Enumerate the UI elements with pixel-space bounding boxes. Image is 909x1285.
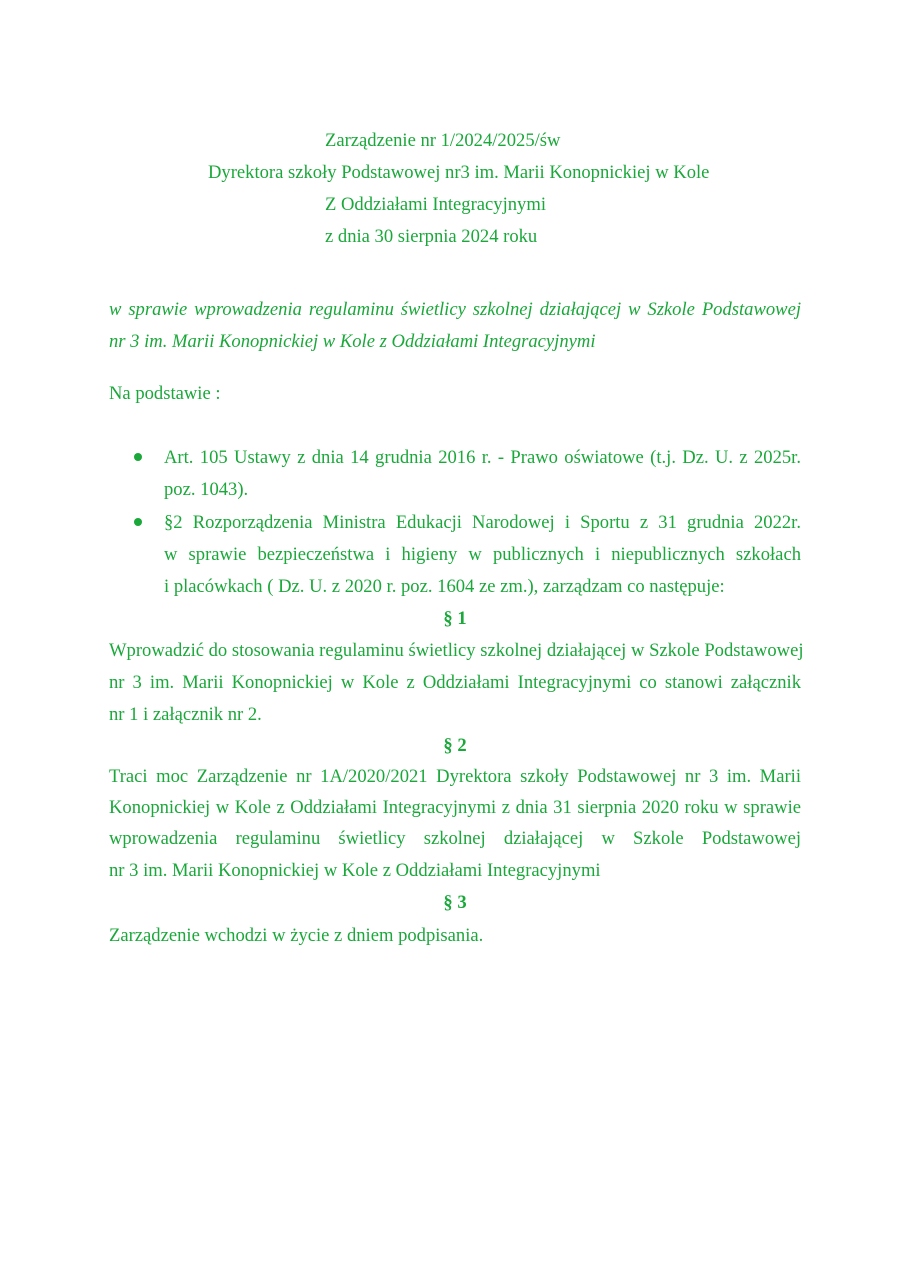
subject-line-1: w sprawie wprowadzenia regulaminu świetlicy szkolnej działającej w Szkole Podstawowej xyxy=(109,299,801,320)
section-2-heading: § 2 xyxy=(443,735,467,756)
section-1-heading: § 1 xyxy=(443,608,467,629)
section-1-line-1: Wprowadzić do stosowania regulaminu świetlicy szkolnej działającej w Szkole Podstawowej xyxy=(109,640,804,661)
date-line: z dnia 30 sierpnia 2024 roku xyxy=(325,226,538,247)
bullet-icon xyxy=(134,453,142,461)
subject-line-2: nr 3 im. Marii Konopnickiej w Kole z Oddziałami Integracyjnymi xyxy=(109,331,596,352)
section-2-line-3: wprowadzenia regulaminu świetlicy szkolnej działającej w Szkole Podstawowej xyxy=(109,828,801,849)
section-2-line-1: Traci moc Zarządzenie nr 1A/2020/2021 Dyrektora szkoły Podstawowej nr 3 im. Marii xyxy=(109,766,801,787)
section-2-line-2: Konopnickiej w Kole z Oddziałami Integracyjnymi z dnia 31 sierpnia 2020 roku w sprawie xyxy=(109,797,801,818)
issuer-line: Dyrektora szkoły Podstawowej nr3 im. Marii Konopnickiej w Kole xyxy=(208,162,710,183)
issuer-subline: Z Oddziałami Integracyjnymi xyxy=(325,194,546,215)
section-1-line-3: nr 1 i załącznik nr 2. xyxy=(109,704,262,725)
bullet-2-line-2: w sprawie bezpieczeństwa i higieny w publicznych i niepublicznych szkołach xyxy=(164,544,801,565)
bullet-2-line-3: i placówkach ( Dz. U. z 2020 r. poz. 1604 ze zm.), zarządzam co następuje: xyxy=(164,576,725,597)
bullet-1-line-1: Art. 105 Ustawy z dnia 14 grudnia 2016 r. - Prawo oświatowe (t.j. Dz. U. z 2025r. xyxy=(164,447,801,468)
basis-label: Na podstawie : xyxy=(109,383,221,404)
section-2-line-4: nr 3 im. Marii Konopnickiej w Kole z Oddziałami Integracyjnymi xyxy=(109,860,601,881)
bullet-2-line-1: §2 Rozporządzenia Ministra Edukacji Narodowej i Sportu z 31 grudnia 2022r. xyxy=(164,512,801,533)
section-3-line-1: Zarządzenie wchodzi w życie z dniem podpisania. xyxy=(109,925,484,946)
section-3-heading: § 3 xyxy=(443,892,467,913)
document-title: Zarządzenie nr 1/2024/2025/św xyxy=(325,130,561,151)
section-1-line-2: nr 3 im. Marii Konopnickiej w Kole z Oddziałami Integracyjnymi co stanowi załącznik xyxy=(109,672,801,693)
bullet-icon xyxy=(134,518,142,526)
bullet-1-line-2: poz. 1043). xyxy=(164,479,249,500)
